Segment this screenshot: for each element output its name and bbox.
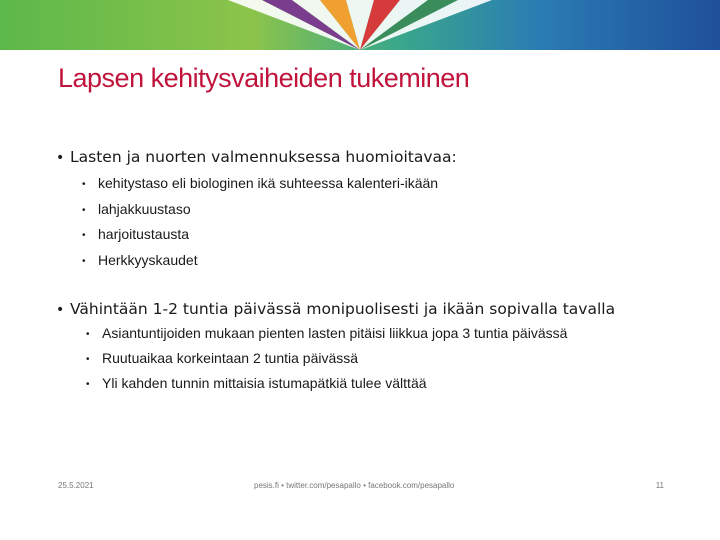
bullet-main-text: Vähintään 1-2 tuntia päivässä monipuolisesti ja ikään sopivalla tavalla (70, 300, 616, 318)
decorative-header-band (0, 0, 720, 50)
sub-bullet (86, 347, 696, 372)
bullet-dot-icon: • (82, 179, 86, 190)
page-number: 11 (655, 481, 664, 490)
bullet-group-2 (56, 300, 696, 397)
slide-content (56, 148, 696, 397)
sub-bullet (86, 322, 696, 347)
bullet-dot-icon: • (56, 302, 65, 318)
bullet-main (56, 148, 696, 166)
sub-bullet-text: Herkkyyskaudet (98, 251, 198, 268)
sub-bullet-list (82, 172, 696, 274)
bullet-dot-icon: • (82, 255, 86, 267)
bullet-main (56, 300, 696, 318)
bullet-main-text: Lasten ja nuorten valmennuksessa huomioitavaa: (70, 148, 457, 166)
sub-bullet (82, 249, 696, 275)
sub-bullet-text: kehitystaso eli biologinen ikä suhteessa kalenteri-ikään (98, 175, 439, 191)
footer-date: 25.5.2021 (58, 481, 94, 490)
bullet-dot-icon: • (82, 230, 86, 241)
slide-title: Lapsen kehitysvaiheiden tukeminen (58, 63, 470, 93)
sub-bullet (82, 223, 696, 249)
bullet-dot-icon: • (82, 204, 86, 216)
bullet-dot-icon: • (86, 379, 90, 390)
sub-bullet-text: Ruutuaikaa korkeintaan 2 tuntia päivässä (102, 350, 359, 366)
sub-bullet-text: lahjakkuustaso (98, 200, 191, 217)
slide-footer (0, 481, 720, 493)
footer-links: pesis.fi • twitter.com/pesapallo • facebook.com/pesapallo (254, 481, 455, 490)
bullet-dot-icon: • (86, 354, 90, 365)
bullet-dot-icon: • (56, 150, 65, 166)
sub-bullet (82, 172, 696, 198)
bullet-dot-icon: • (86, 329, 90, 340)
sub-bullet (82, 198, 696, 224)
bullet-group-1 (56, 148, 696, 274)
sub-bullet-list (86, 322, 696, 397)
sub-bullet-text: Asiantuntijoiden mukaan pienten lasten pitäisi liikkua jopa 3 tuntia päivässä (102, 325, 568, 341)
sub-bullet (86, 372, 696, 397)
sub-bullet-text: Yli kahden tunnin mittaisia istumapätkiä tulee välttää (102, 375, 427, 391)
sunburst-banner-graphic (0, 0, 720, 50)
sub-bullet-text: harjoitustausta (98, 226, 190, 242)
